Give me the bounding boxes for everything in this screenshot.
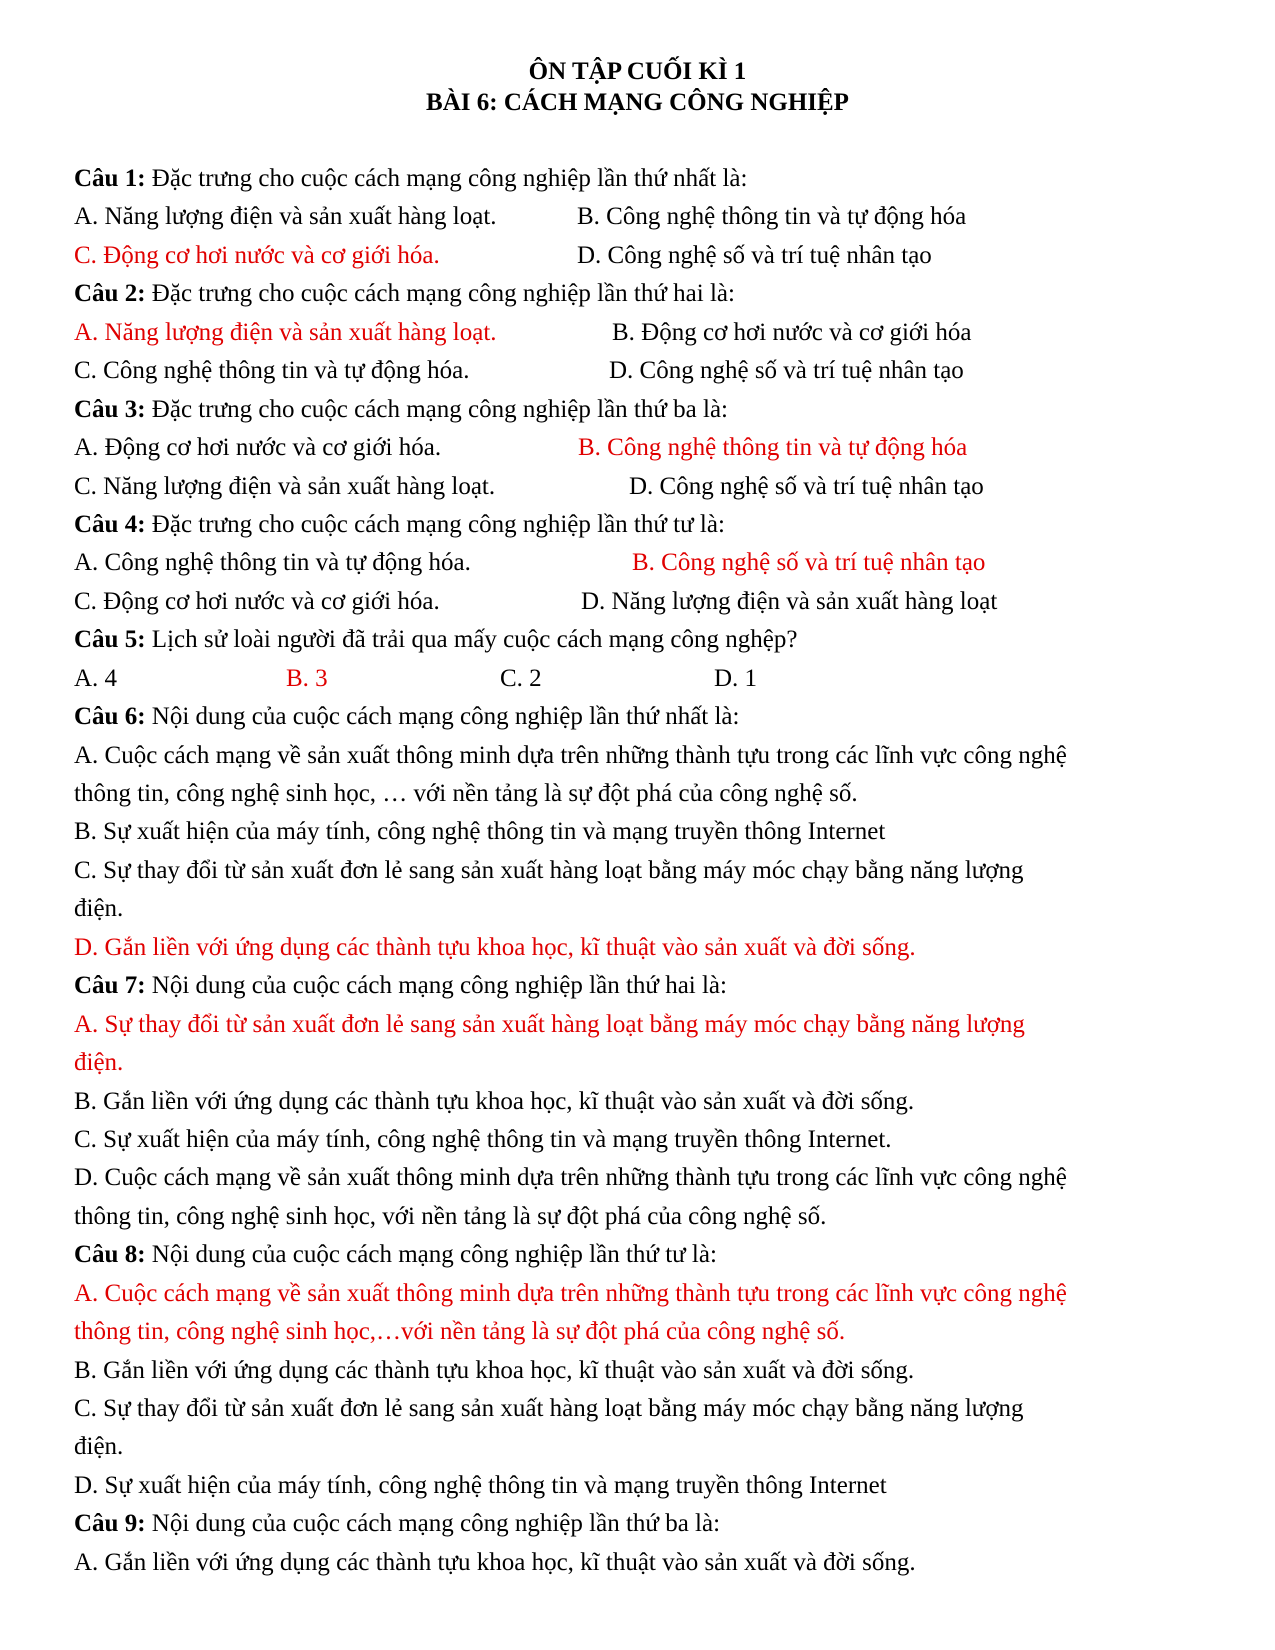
option-d: D. Công nghệ số và trí tuệ nhân tạo [609, 357, 964, 385]
option-a-answer-continued: điện. [74, 1049, 124, 1077]
options-row [74, 468, 1234, 506]
option-d-continued: thông tin, công nghệ sinh học, với nền tảng là sự đột phá của công nghệ số. [74, 1202, 827, 1230]
option-c: C. Sự thay đổi từ sản xuất đơn lẻ sang sản xuất hàng loạt bằng máy móc chạy bằng năng lượng [74, 856, 1024, 884]
option-c-continued: điện. [74, 895, 124, 923]
options-row [74, 544, 1234, 582]
option-c: C. 2 [500, 664, 542, 692]
option-d-answer: D. Gắn liền với ứng dụng các thành tựu khoa học, kĩ thuật vào sản xuất và đời sống. [74, 933, 916, 961]
question-text: Nội dung của cuộc cách mạng công nghiệp lần thứ nhất là: [145, 703, 740, 731]
options-row [74, 352, 1234, 390]
option-b: B. Gắn liền với ứng dụng các thành tựu khoa học, kĩ thuật vào sản xuất và đời sống. [74, 1356, 915, 1384]
question-label: Câu 4: [74, 510, 146, 538]
option-b-answer: B. Công nghệ thông tin và tự động hóa [578, 434, 968, 462]
question-4 [74, 506, 1234, 544]
title-line-1: ÔN TẬP CUỐI KÌ 1 [528, 58, 747, 85]
options-row [74, 583, 1234, 621]
question-2 [74, 275, 1234, 313]
option-a-continued: thông tin, công nghệ sinh học, … với nền tảng là sự đột phá của công nghệ số. [74, 780, 858, 807]
option-c: C. Sự xuất hiện của máy tính, công nghệ thông tin và mạng truyền thông Internet. [74, 1125, 892, 1153]
option-c-continued: điện. [74, 1433, 124, 1461]
option-d: D. Công nghệ số và trí tuệ nhân tạo [629, 472, 984, 500]
options-row [74, 198, 1234, 236]
option-c: C. Công nghệ thông tin và tự động hóa. [74, 357, 470, 385]
option-b: B. Động cơ hơi nước và cơ giới hóa [612, 318, 972, 346]
question-9 [74, 1505, 1234, 1543]
options-row [74, 314, 1234, 352]
question-label: Câu 2: [74, 280, 146, 308]
question-text: Nội dung của cuộc cách mạng công nghiệp lần thứ tư là: [145, 1241, 717, 1269]
question-5 [74, 621, 1234, 659]
option-a: A. Gắn liền với ứng dụng các thành tựu khoa học, kĩ thuật vào sản xuất và đời sống. [74, 1548, 916, 1576]
question-text: Đặc trưng cho cuộc cách mạng công nghiệp lần thứ tư là: [145, 510, 725, 538]
option-a: A. 4 [74, 664, 118, 692]
option-a-answer: A. Năng lượng điện và sản xuất hàng loạt. [74, 318, 497, 346]
option-d: D. Sự xuất hiện của máy tính, công nghệ thông tin và mạng truyền thông Internet [74, 1471, 887, 1499]
question-text: Đặc trưng cho cuộc cách mạng công nghiệp lần thứ hai là: [145, 280, 735, 308]
question-label: Câu 7: [74, 972, 146, 1000]
question-1 [74, 160, 1234, 198]
question-6 [74, 698, 1234, 736]
question-label: Câu 3: [74, 395, 146, 423]
option-a: A. Năng lượng điện và sản xuất hàng loạt. [74, 203, 497, 231]
question-text: Lịch sử loài người đã trải qua mấy cuộc cách mạng công nghệp? [145, 626, 798, 654]
option-d: D. Công nghệ số và trí tuệ nhân tạo [577, 241, 932, 269]
option-b: B. Công nghệ thông tin và tự động hóa [577, 203, 967, 231]
question-label: Câu 8: [74, 1241, 146, 1269]
question-text: Đặc trưng cho cuộc cách mạng công nghiệp lần thứ nhất là: [145, 165, 748, 192]
question-7 [74, 967, 1234, 1005]
option-a-answer: A. Cuộc cách mạng về sản xuất thông minh dựa trên những thành tựu trong các lĩnh vực công nghệ [74, 1279, 1067, 1307]
options-row [74, 660, 1234, 698]
question-text: Đặc trưng cho cuộc cách mạng công nghiệp lần thứ ba là: [145, 395, 728, 423]
options-row [74, 429, 1234, 467]
option-d: D. Cuộc cách mạng về sản xuất thông minh dựa trên những thành tựu trong các lĩnh vực công nghệ [74, 1164, 1067, 1192]
option-a-answer: A. Sự thay đổi từ sản xuất đơn lẻ sang sản xuất hàng loạt bằng máy móc chạy bằng năng lượng [74, 1010, 1025, 1038]
option-c-answer: C. Động cơ hơi nước và cơ giới hóa. [74, 241, 440, 269]
options-row [74, 237, 1234, 275]
question-label: Câu 1: [74, 165, 146, 192]
option-d: D. Năng lượng điện và sản xuất hàng loạt [581, 587, 998, 615]
option-a-answer-continued: thông tin, công nghệ sinh học,…với nền tảng là sự đột phá của công nghệ số. [74, 1318, 846, 1346]
option-a: A. Cuộc cách mạng về sản xuất thông minh dựa trên những thành tựu trong các lĩnh vực công nghệ [74, 741, 1067, 769]
option-c: C. Năng lượng điện và sản xuất hàng loạt. [74, 472, 496, 500]
question-label: Câu 5: [74, 626, 146, 654]
question-text: Nội dung của cuộc cách mạng công nghiệp lần thứ hai là: [145, 972, 727, 1000]
question-label: Câu 6: [74, 703, 146, 731]
question-list [74, 160, 1234, 1582]
option-b: B. Gắn liền với ứng dụng các thành tựu khoa học, kĩ thuật vào sản xuất và đời sống. [74, 1087, 915, 1115]
option-a: A. Động cơ hơi nước và cơ giới hóa. [74, 434, 442, 462]
option-b: B. Sự xuất hiện của máy tính, công nghệ thông tin và mạng truyền thông Internet [74, 818, 886, 846]
option-c: C. Động cơ hơi nước và cơ giới hóa. [74, 587, 440, 615]
question-text: Nội dung của cuộc cách mạng công nghiệp lần thứ ba là: [145, 1510, 721, 1538]
option-c: C. Sự thay đổi từ sản xuất đơn lẻ sang sản xuất hàng loạt bằng máy móc chạy bằng năng lượng [74, 1395, 1024, 1422]
option-d: D. 1 [714, 664, 758, 692]
option-b-answer: B. 3 [286, 664, 328, 692]
title-line-2: BÀI 6: CÁCH MẠNG CÔNG NGHIỆP [426, 89, 849, 116]
option-a: A. Công nghệ thông tin và tự động hóa. [74, 549, 471, 577]
option-b-answer: B. Công nghệ số và trí tuệ nhân tạo [632, 549, 986, 577]
question-label: Câu 9: [74, 1510, 146, 1538]
question-3 [74, 391, 1234, 429]
question-8 [74, 1236, 1234, 1274]
